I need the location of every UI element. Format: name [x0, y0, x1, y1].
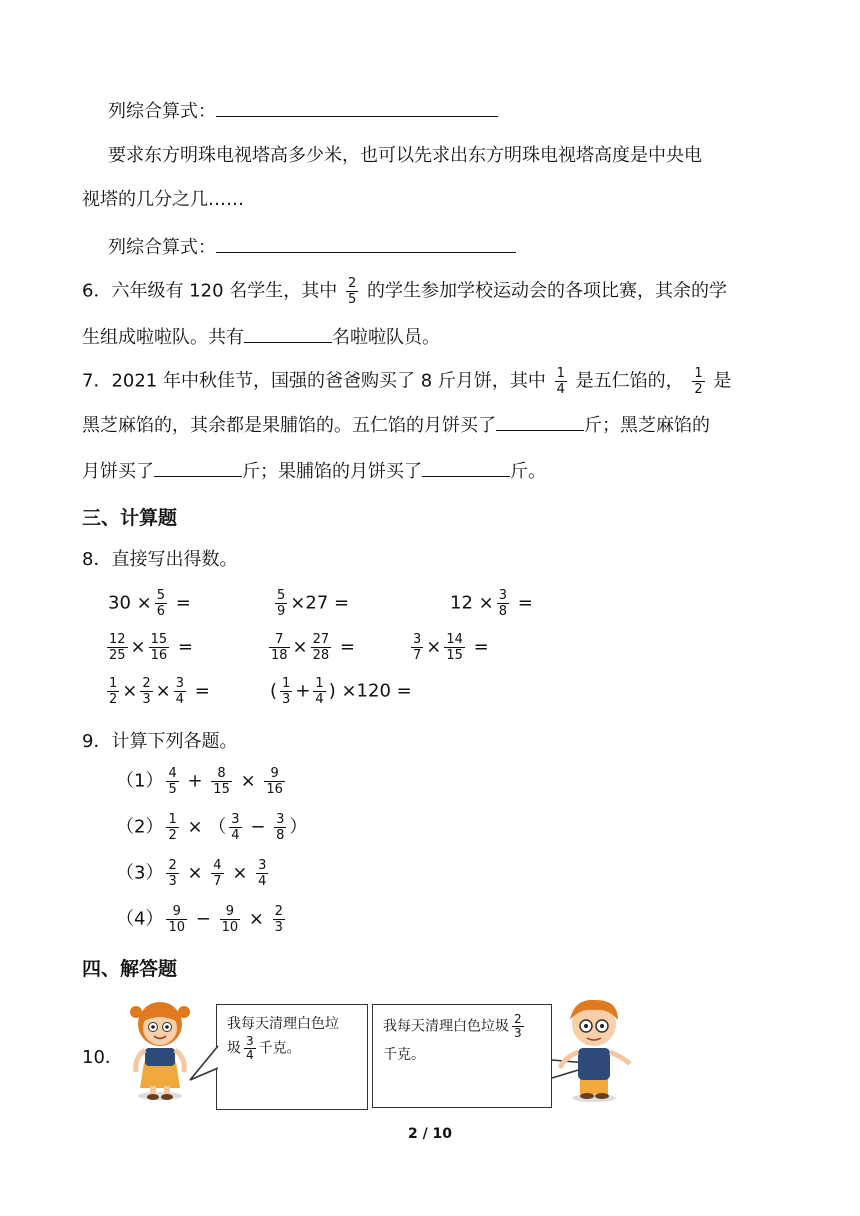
problem-1: （1） $\frac{4}{5}$ + $\frac{8}{15}$ × $\frac{9}{16}$ [116, 766, 283, 797]
calc-item: $\frac{12}{25}$ × $\frac{15}{16}$ = [109, 632, 194, 663]
problem-3: （3） $\frac{2}{3}$ × $\frac{4}{7}$ × $\frac{3}{4}$ [116, 858, 267, 889]
q6-line-1: 6．六年级有 120 名学生，其中 $\frac{2}{5}$ 的学生参加学校运动会的各项比赛，其余的学 [82, 276, 728, 307]
calc-item: $\frac{1}{2}$ × $\frac{2}{3}$ × $\frac{3}{4}$ = [109, 676, 210, 707]
formula-line-1 [108, 96, 498, 126]
answer-blank[interactable] [216, 96, 498, 117]
answer-blank[interactable] [422, 456, 510, 477]
calc-item: 30 × $\frac{5}{6}$ = [108, 588, 191, 619]
answer-blank[interactable] [154, 456, 242, 477]
q9-title: 9．计算下列各题。 [82, 731, 238, 752]
calc-item: ( $\frac{1}{3}$ + $\frac{1}{4}$ ) ×120 = [270, 676, 412, 707]
calc-item: 12 × $\frac{3}{8}$ = [450, 588, 533, 619]
fraction: $\frac{2}{3}$ [514, 1012, 522, 1040]
q7-line-2: 黑芝麻馅的，其余都是果脯馅的。五仁馅的月饼买了 斤；黑芝麻馅的 [82, 410, 710, 440]
q5-paragraph: 要求东方明珠电视塔高多少米，也可以先求出东方明珠电视塔高度是中央电 [108, 145, 702, 166]
problem-4: （4） $\frac{9}{10}$ − $\frac{9}{10}$ × $\frac{2}{3}$ [116, 904, 283, 935]
section-heading-4: 四、解答题 [82, 958, 178, 980]
fraction: $\frac{1}{4}$ [556, 366, 565, 397]
calc-item: $\frac{7}{18}$ × $\frac{27}{28}$ = [271, 632, 356, 663]
q7-line-3: 月饼买了 斤；果脯馅的月饼买了 斤。 [82, 456, 546, 486]
formula-line-2 [108, 232, 516, 262]
fraction: $\frac{3}{4}$ [246, 1034, 254, 1062]
answer-blank[interactable] [216, 232, 516, 253]
boy-speech-bubble: 我每天清理白色垃圾 $\frac{2}{3}$ 千克。 [372, 1004, 552, 1108]
section-heading-3: 三、计算题 [82, 507, 178, 529]
q6-line-2: 生组成啦啦队。共有 名啦啦队员。 [82, 322, 440, 352]
q8-title: 8．直接写出得数。 [82, 549, 238, 570]
fraction: $\frac{2}{5}$ [348, 276, 357, 307]
page-number: 2 / 10 [407, 1126, 453, 1142]
answer-blank[interactable] [496, 410, 584, 431]
problem-2: （2） $\frac{1}{2}$ × （ $\frac{3}{4}$ − $\frac{3}{8}$ ） [116, 812, 308, 843]
q7-line-1: 7．2021 年中秋佳节，国强的爸爸购买了 8 斤月饼，其中 $\frac{1}{4}$ 是五仁馅的， $\frac{1}{2}$ 是 [82, 366, 732, 397]
calc-item: $\frac{5}{9}$ ×27 = [277, 588, 350, 619]
girl-speech-bubble: 我每天清理白色垃 圾 $\frac{3}{4}$ 千克。 [216, 1004, 368, 1110]
q5-paragraph-cont: 视塔的几分之几…… [82, 189, 244, 210]
formula-label: 列综合算式： [108, 237, 216, 258]
calc-item: $\frac{3}{7}$ × $\frac{14}{15}$ = [413, 632, 489, 663]
answer-blank[interactable] [244, 322, 332, 343]
formula-label: 列综合算式： [108, 101, 216, 122]
boy-illustration [552, 994, 636, 1104]
fraction: $\frac{1}{2}$ [694, 366, 703, 397]
bubble-pointer [188, 1044, 220, 1084]
q10-number: 10． [82, 1047, 123, 1068]
